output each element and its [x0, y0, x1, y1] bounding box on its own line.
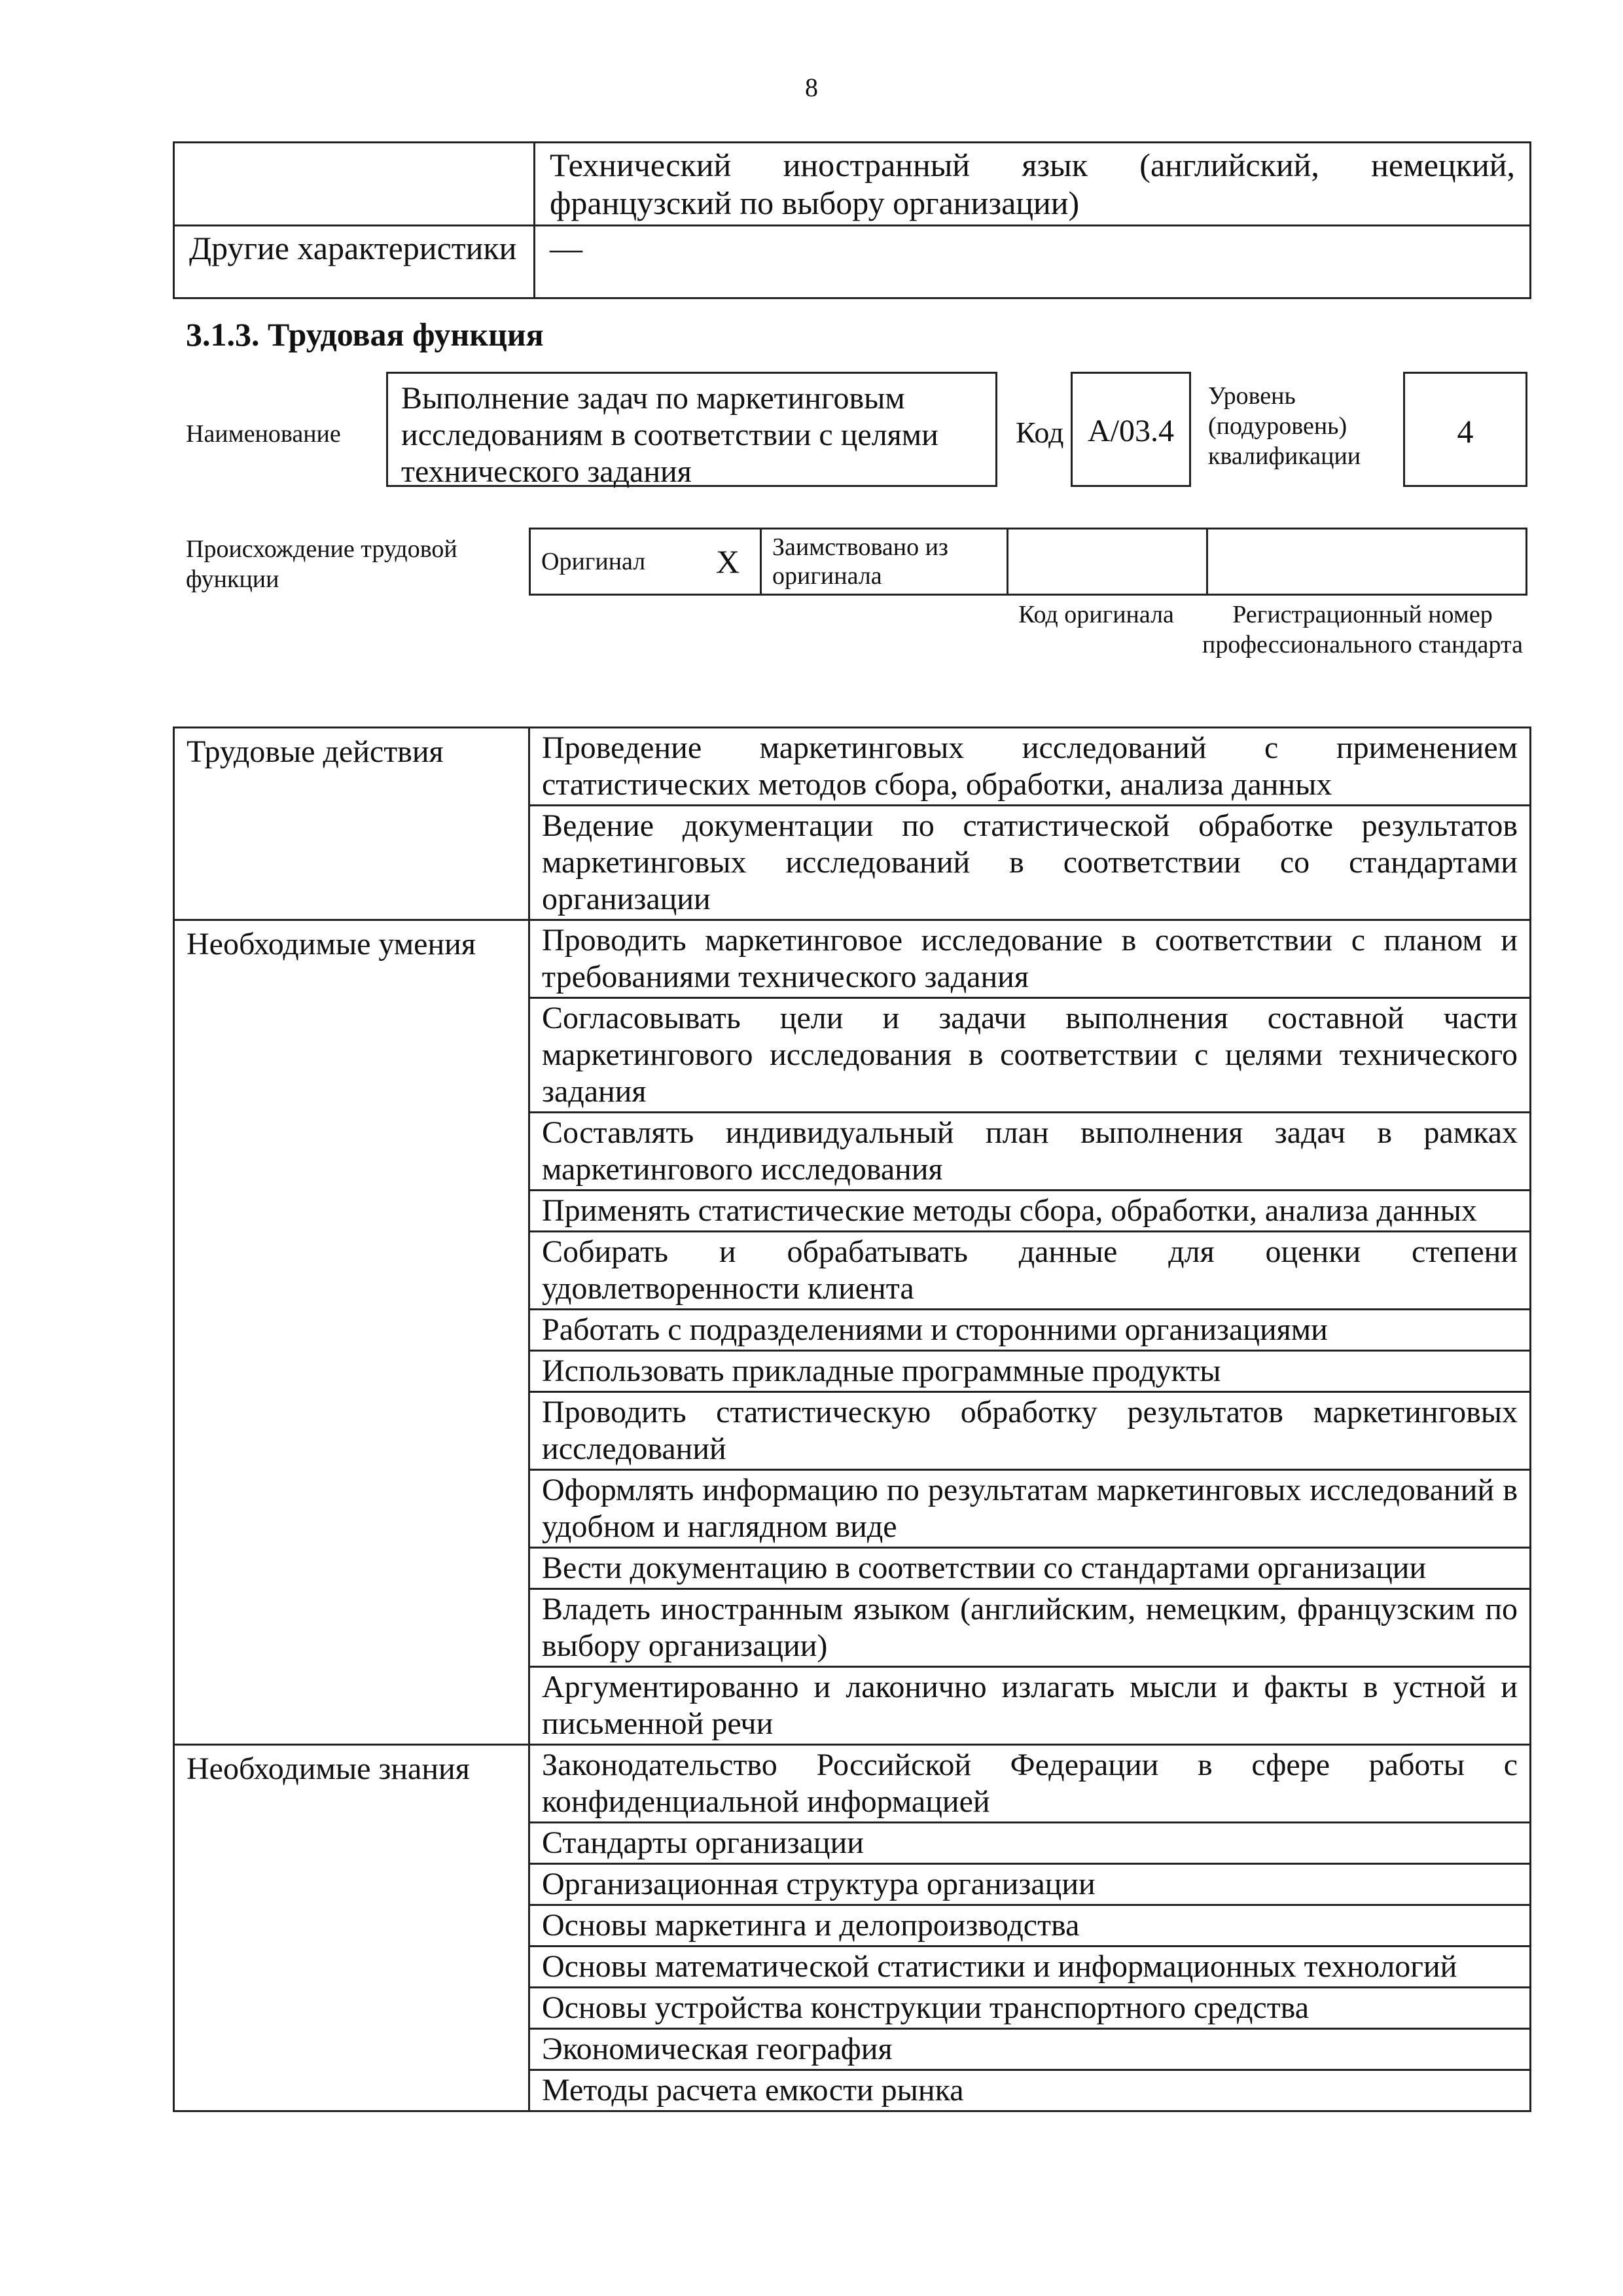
top-continuation-table: [173, 141, 1531, 299]
required-skill-item: Составлять индивидуальный план выполнения задач в рамках маркетингового исследования: [529, 1113, 1531, 1191]
required-skill-item: Работать с подразделениями и сторонними организациями: [529, 1310, 1531, 1351]
origin-label: Происхождение трудовой функции: [186, 535, 457, 593]
required-skill-item: Согласовывать цели и задачи выполнения составной части маркетингового исследования в соответствии с целями технического задания: [529, 998, 1531, 1113]
code-label: Код: [1016, 416, 1064, 449]
required-knowledge-item: Основы математической статистики и информационных технологий: [529, 1946, 1531, 1988]
required-knowledge-item: Методы расчета емкости рынка: [529, 2070, 1531, 2111]
row-value: Технический иностранный язык (английский, немецкий, французский по выбору организации): [535, 143, 1531, 226]
required-knowledge-item: Законодательство Российской Федерации в сфере работы с конфиденциальной информацией: [529, 1745, 1531, 1823]
code-value-box: А/03.4: [1071, 372, 1191, 487]
borrowed-cell: Заимствовано из оригинала: [761, 529, 1008, 595]
table-row: [530, 529, 1527, 595]
name-label: Наименование: [186, 420, 341, 448]
required-knowledge-item: Основы устройства конструкции транспортного средства: [529, 1988, 1531, 2029]
required-knowledge-item: Экономическая география: [529, 2029, 1531, 2070]
table-row: [174, 143, 1531, 226]
origin-code-cell: [1008, 529, 1207, 595]
origin-code-caption: Код оригинала: [1018, 601, 1174, 628]
page-number: 8: [805, 73, 818, 102]
required-knowledge-item: Стандарты организации: [529, 1823, 1531, 1864]
row-label: [174, 143, 535, 226]
table-row: [174, 1745, 1531, 1823]
level-value-box: 4: [1403, 372, 1527, 487]
required-skill-item: Владеть иностранным языком (английским, немецким, французским по выбору организации): [529, 1589, 1531, 1667]
level-label: Уровень (подуровень) квалификации: [1208, 382, 1361, 470]
required-knowledge-item: Основы маркетинга и делопроизводства: [529, 1905, 1531, 1946]
required-skill-group-label: Необходимые умения: [174, 920, 529, 1745]
main-table-body: [174, 728, 1531, 2111]
required-skill-item: Аргументированно и лаконично излагать мысли и факты в устной и письменной речи: [529, 1667, 1531, 1745]
required-skill-item: Вести документацию в соответствии со стандартами организации: [529, 1548, 1531, 1589]
labor-action-group-label: Трудовые действия: [174, 728, 529, 920]
function-name-box: Выполнение задач по маркетинговым исследованиям в соответствии с целями технического задания: [386, 372, 997, 487]
labor-action-item: Проведение маркетинговых исследований с применением статистических методов сбора, обработки, анализа данных: [529, 728, 1531, 806]
origin-reg-cell: [1207, 529, 1527, 595]
required-skill-item: Проводить маркетинговое исследование в соответствии с планом и требованиями технического задания: [529, 920, 1531, 998]
required-skill-item: Проводить статистическую обработку результатов маркетинговых исследований: [529, 1392, 1531, 1470]
table-row: [174, 920, 1531, 998]
required-skill-item: Оформлять информацию по результатам маркетинговых исследований в удобном и наглядном виде: [529, 1470, 1531, 1548]
main-requirements-table: [173, 726, 1531, 2112]
required-knowledge-group-label: Необходимые знания: [174, 1745, 529, 2111]
labor-action-item: Ведение документации по статистической обработке результатов маркетинговых исследований в соответствии со стандартами организации: [529, 806, 1531, 920]
required-skill-item: Использовать прикладные программные продукты: [529, 1351, 1531, 1392]
section-title: 3.1.3. Трудовая функция: [186, 316, 544, 353]
required-skill-item: Собирать и обрабатывать данные для оценки степени удовлетворенности клиента: [529, 1232, 1531, 1310]
required-knowledge-item: Организационная структура организации: [529, 1864, 1531, 1905]
row-value: —: [535, 226, 1531, 298]
required-skill-item: Применять статистические методы сбора, обработки, анализа данных: [529, 1191, 1531, 1232]
table-row: [174, 226, 1531, 298]
origin-reg-caption: Регистрационный номер профессионального стандарта: [1202, 601, 1523, 658]
original-mark: X: [696, 529, 761, 595]
origin-table: [529, 528, 1527, 596]
table-row: [174, 728, 1531, 806]
row-label: Другие характеристики: [174, 226, 535, 298]
original-cell: Оригинал: [530, 529, 696, 595]
